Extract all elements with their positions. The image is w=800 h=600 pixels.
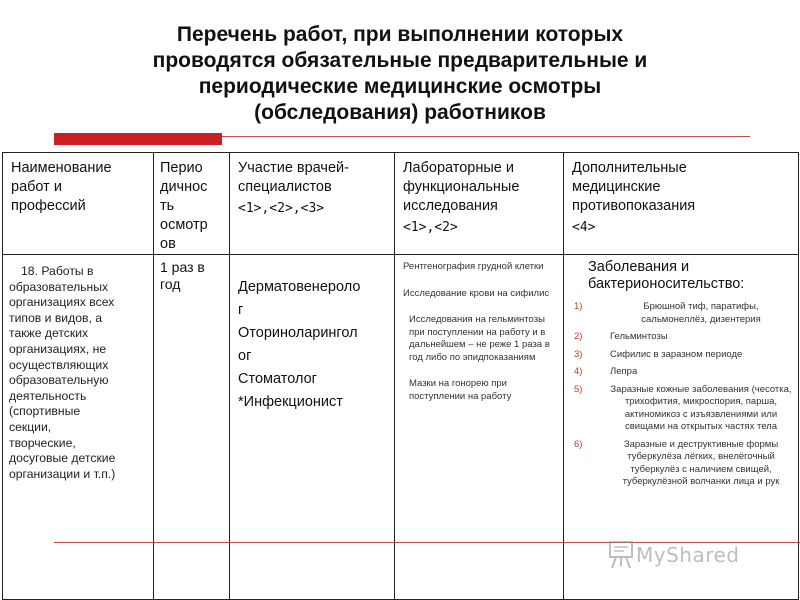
title-line: (обследования) работников — [254, 101, 546, 124]
cell-work — [3, 255, 154, 600]
header-cell-contraindications — [564, 153, 799, 255]
doctor-item: Стоматолог — [238, 371, 317, 387]
cell-text: типов и видов, а — [9, 310, 103, 325]
watermark-text: MyShared — [636, 543, 740, 567]
header-text: Перио — [160, 160, 203, 176]
requirements-table — [2, 152, 799, 600]
list-item — [572, 384, 792, 434]
cell-text: образовательных — [9, 279, 109, 294]
doctor-item: ог — [238, 348, 252, 364]
header-text: ть — [160, 198, 175, 214]
header-text: профессий — [11, 198, 86, 214]
table-header-row — [3, 153, 799, 255]
header-cell-period — [154, 153, 230, 255]
list-item — [572, 349, 792, 362]
list-number: 6) — [574, 438, 583, 450]
contra-lead: Заболевания и бактерионосительство: — [588, 259, 745, 292]
cell-text: осуществляющих — [9, 357, 109, 372]
cell-text: (спортивные — [9, 404, 81, 419]
lab-item: Рентгенография грудной клетки — [403, 261, 544, 272]
header-text: функциональные — [403, 179, 520, 195]
header-text: ов — [160, 236, 176, 252]
cell-period — [154, 255, 230, 600]
list-number: 5) — [574, 383, 583, 395]
title-line: периодические медицинские осмотры — [198, 75, 602, 98]
list-number: 3) — [574, 348, 583, 360]
cell-text: секции, — [9, 419, 52, 434]
doctor-item: г — [238, 302, 244, 318]
cell-text: год — [160, 276, 181, 292]
header-text: специалистов — [238, 179, 332, 195]
list-text: Брюшной тиф, паратифы, сальмонеллёз, дизентерия — [641, 301, 761, 325]
accent-divider — [222, 136, 750, 137]
lab-item: Исследования на гельминтозы при поступлении на работу и в дальнейшем – не реже 1 раза в год либо по эпидпоказаниям — [409, 314, 550, 363]
cell-text: образовательную — [9, 373, 109, 388]
header-note: <1>,<2>,<3> — [238, 201, 325, 216]
doctor-item: Оториноларингол — [238, 325, 358, 341]
list-item — [572, 366, 792, 379]
list-number: 1) — [574, 301, 583, 312]
accent-bar — [54, 133, 222, 145]
title-line: проводятся обязательные предварительные и — [152, 49, 648, 72]
header-text: противопоказания — [572, 198, 696, 214]
watermark — [608, 538, 740, 572]
list-number: 4) — [574, 366, 583, 377]
cell-text: деятельность — [9, 388, 87, 403]
header-text: Дополнительные — [572, 160, 687, 176]
header-cell-work — [3, 153, 154, 255]
cell-text: организациях всех — [9, 295, 115, 310]
presentation-board-icon — [608, 540, 634, 570]
header-text: Лабораторные и — [403, 160, 514, 176]
header-text: дичнос — [160, 179, 208, 195]
lab-item: Мазки на гонорею при поступлении на работу — [409, 378, 512, 402]
page-title — [60, 22, 740, 126]
cell-text: также детских — [9, 326, 89, 341]
list-text: Заразные и деструктивные формы туберкулёза лёгких, внелёгочный туберкулёз с наличием свищей, туберкулёзной волчанки лица и рук — [622, 438, 780, 487]
header-text: исследования — [403, 198, 498, 214]
cell-text: организациях, не — [9, 341, 107, 356]
cell-doctors — [230, 255, 395, 600]
cell-text: 18. Работы в — [21, 264, 94, 278]
list-text: Лепра — [610, 366, 638, 377]
header-cell-lab — [395, 153, 564, 255]
header-text: Участие врачей- — [238, 160, 349, 176]
header-text: медицинские — [572, 179, 661, 195]
list-text: Сифилис в заразном периоде — [610, 348, 743, 360]
list-text: Заразные кожные заболевания (чесотка, трихофития, микроспория, парша, актиномикоз с изъязвлениями или свищами на открытых частях тела — [610, 383, 792, 432]
cell-text: досуговые детские — [9, 451, 116, 466]
title-line: Перечень работ, при выполнении которых — [176, 23, 624, 46]
doctor-item: *Инфекционист — [238, 394, 343, 410]
list-item — [572, 331, 792, 344]
cell-lab — [395, 255, 564, 600]
list-number: 2) — [574, 331, 583, 342]
list-text: Гельминтозы — [610, 331, 668, 342]
header-text: работ и — [11, 179, 62, 195]
header-note: <1>,<2> — [403, 220, 458, 235]
list-item — [572, 301, 792, 326]
header-text: Наименование — [11, 160, 112, 176]
doctor-item: Дерматовенероло — [238, 279, 361, 295]
header-cell-doctors — [230, 153, 395, 255]
list-item — [572, 439, 792, 489]
cell-text: организации и т.п.) — [9, 466, 116, 481]
lab-item: Исследование крови на сифилис — [403, 287, 550, 299]
cell-text: творческие, — [9, 435, 76, 450]
header-text: осмотр — [160, 217, 208, 233]
header-note: <4> — [572, 220, 596, 235]
cell-text: 1 раз в — [160, 259, 205, 275]
contra-list — [572, 301, 792, 489]
